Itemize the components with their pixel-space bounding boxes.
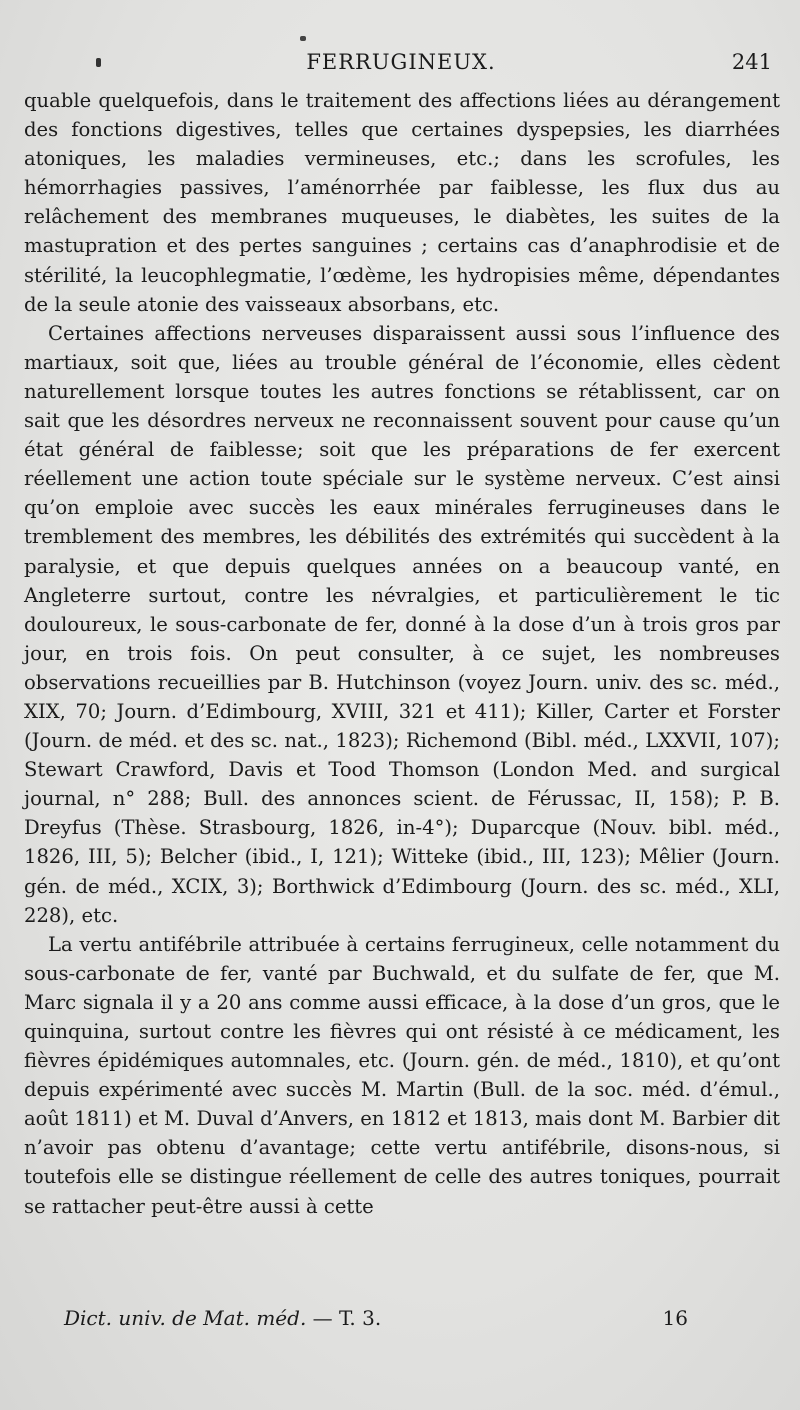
body-text <box>24 86 780 1221</box>
paragraph-nervous-affections: Certaines affections nerveuses disparaissent aussi sous l’influence des martiaux, soit que, liées au trouble général de l’économie, elles cèdent naturellement lorsque toutes les autres fonctions se rétablissent, car on sait que les désordres nerveux ne reconnaissent souvent pour cause qu’un état général de faiblesse; soit que les préparations de fer exercent réellement une action toute spéciale sur le système nerveux. C’est ainsi qu’on emploie avec succès les eaux minérales ferrugineuses dans le tremblement des membres, les débilités des extrémités qui succèdent à la paralysie, et que depuis quelques années on a beaucoup vanté, en Angleterre surtout, contre les névralgies, et particulièrement le tic douloureux, le sous-carbonate de fer, donné à la dose d’un à trois gros par jour, en trois fois. On peut consulter, à ce sujet, les nombreuses observations recueillies par B. Hutchinson (voyez Journ. univ. des sc. méd., XIX, 70; Journ. d’Edimbourg, XVIII, 321 et 411); Killer, Carter et Forster (Journ. de méd. et des sc. nat., 1823); Richemond (Bibl. méd., LXXVII, 107); Stewart Crawford, Davis et Tood Thomson (London Med. and surgical journal, n° 288; Bull. des annonces scient. de Férussac, II, 158); P. B. Dreyfus (Thèse. Strasbourg, 1826, in-4°); Duparcque (Nouv. bibl. méd., 1826, III, 5); Belcher (ibid., I, 121); Witteke (ibid., III, 123); Mêlier (Journ. gén. de méd., XCIX, 3); Borthwick d’Edimbourg (Journ. des sc. méd., XLI, 228), etc. <box>24 321 780 927</box>
signature-title: Dict. univ. de Mat. méd. <box>64 1306 307 1330</box>
signature-line <box>64 1306 381 1330</box>
paragraph-continuation: quable quelquefois, dans le traitement des affections liées au dérangement des fonctions digestives, telles que certaines dyspepsies, les diarrhées atoniques, les maladies vermineuses, etc.; dans les scrofules, les hémorrhagies passives, l’aménorrhée par faiblesse, les flux dus au relâchement des membranes muqueuses, le diabètes, les suites de la mastupration et des pertes sanguines ; certains cas d’anaphrodisie et de stérilité, la leucophlegmatie, l’œdème, les hydropisies même, dépendantes de la seule atonie des vaisseaux absorbans, etc. <box>24 89 780 316</box>
page-number: 241 <box>731 50 772 74</box>
page-header <box>24 50 778 84</box>
signature-volume: — T. 3. <box>312 1306 382 1330</box>
page-footer <box>64 1306 688 1336</box>
paragraph-antifebrile: La vertu antifébrile attribuée à certains ferrugineux, celle notamment du sous-carbonate de fer, vanté par Buchwald, et du sulfate de fer, que M. Marc signala il y a 20 ans comme aussi efficace, à la dose d’un gros, que le quinquina, surtout contre les fièvres qui ont résisté à ce médicament, les fièvres épidémiques automnales, etc. (Journ. gén. de méd., 1810), et qu’ont depuis expérimenté avec succès M. Martin (Bull. de la soc. méd. d’émul., août 1811) et M. Duval d’Anvers, en 1812 et 1813, mais dont M. Barbier dit n’avoir pas obtenu d’avantage; cette vertu antifébrile, disons-nous, si toutefois elle se distingue réellement de celle des autres toniques, pourrait se rattacher peut-être aussi à cette <box>24 932 780 1218</box>
ink-speck <box>300 36 306 41</box>
running-title: FERRUGINEUX. <box>306 50 496 74</box>
sheet-number: 16 <box>662 1306 688 1330</box>
